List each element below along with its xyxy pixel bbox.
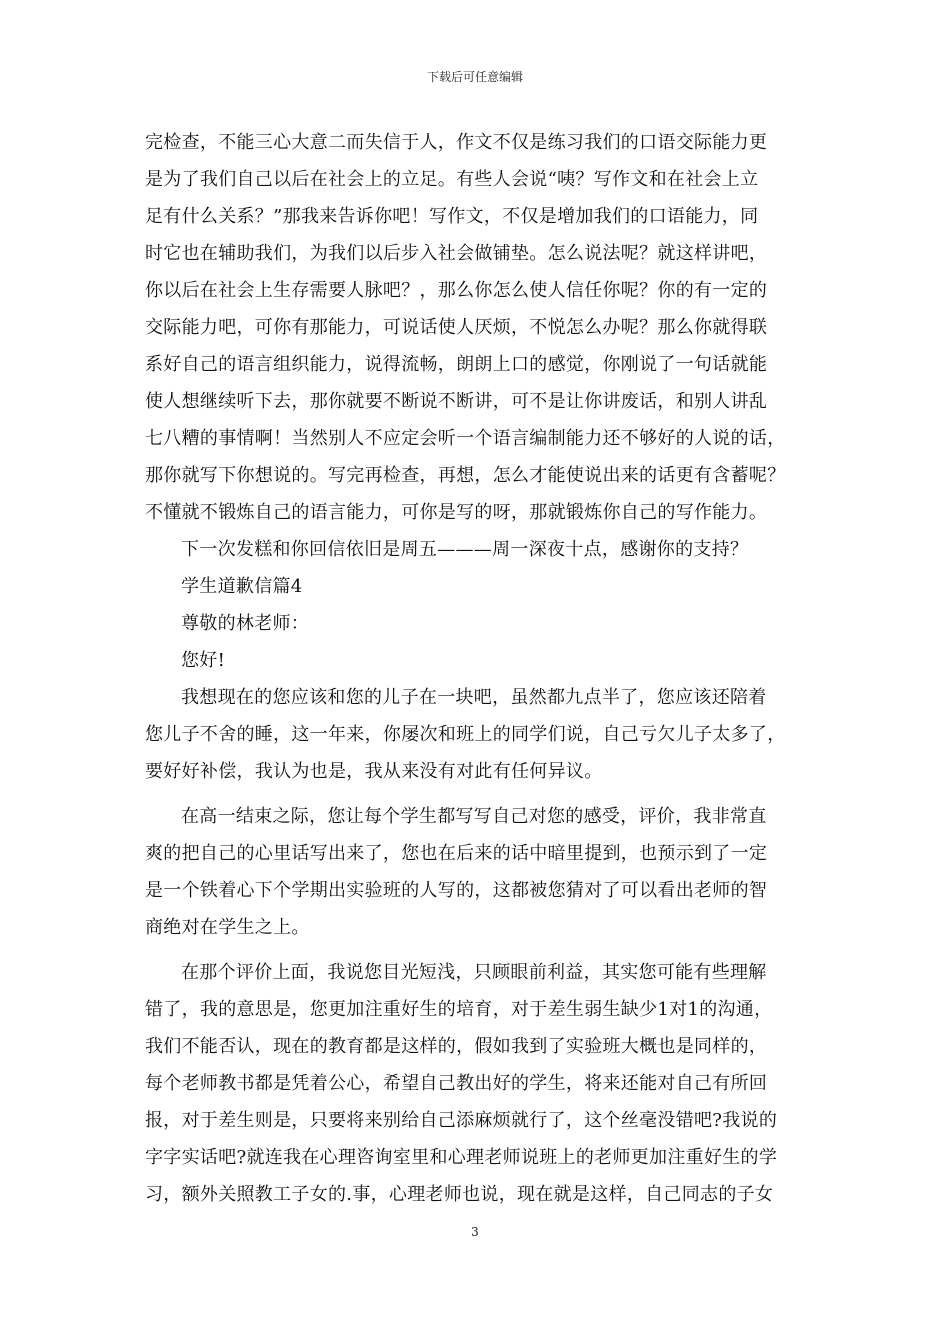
text-line: 我想现在的您应该和您的儿子在一块吧，虽然都九点半了，您应该还陪着 bbox=[181, 687, 767, 708]
text-line: 在那个评价上面，我说您目光短浅，只顾眼前利益，其实您可能有些理解 bbox=[181, 962, 767, 983]
text-line: 在高一结束之际，您让每个学生都写写自己对您的感受，评价，我非常直 bbox=[181, 806, 767, 827]
text-line: 商绝对在学生之上。 bbox=[145, 917, 310, 938]
text-line: 足有什么关系？”那我来告诉你吧！写作文，不仅是增加我们的口语能力，同 bbox=[145, 206, 759, 227]
text-line: 那你就写下你想说的。写完再检查，再想，怎么才能使说出来的话更有含蓄呢？ bbox=[145, 465, 786, 486]
text-line: 你以后在社会上生存需要人脉吧？，那么你怎么使人信任你呢？你的有一定的 bbox=[145, 280, 768, 301]
text-line: 七八糟的事情啊！当然别人不应定会听一个语言编制能力还不够好的人说的话， bbox=[145, 428, 786, 449]
text-line: 每个老师教书都是凭着公心，希望自己教出好的学生，将来还能对自己有所回 bbox=[145, 1073, 768, 1094]
salutation: 尊敬的林老师： bbox=[181, 613, 310, 634]
text-line: 爽的把自己的心里话写出来了，您也在后来的话中暗里提到，也预示到了一定 bbox=[145, 843, 768, 864]
section-heading: 学生道歉信篇4 bbox=[181, 576, 303, 597]
text-line: 下一次发糕和你回信依旧是周五———周一深夜十点，感谢你的支持？ bbox=[181, 539, 749, 560]
text-line: 使人想继续听下去，那你就要不断说不断讲，可不是让你讲废话，和别人讲乱 bbox=[145, 391, 768, 412]
document-body bbox=[145, 124, 830, 1213]
text-line: 字字实话吧?就连我在心理咨询室里和心理老师说班上的老师更加注重好生的学 bbox=[145, 1147, 778, 1168]
text-line: 时它也在辅助我们，为我们以后步入社会做铺垫。怎么说法呢？就这样讲吧， bbox=[145, 243, 768, 264]
greeting: 您好! bbox=[181, 650, 226, 671]
text-line: 不懂就不锻炼自己的语言能力，可你是写的呀，那就锻炼你自己的写作能力。 bbox=[145, 502, 768, 523]
text-line: 习，额外关照教工子女的.事，心理老师也说，现在就是这样，自己同志的子女 bbox=[145, 1184, 774, 1205]
text-line: 系好自己的语言组织能力，说得流畅，朗朗上口的感觉，你刚说了一句话就能 bbox=[145, 354, 768, 375]
text-line: 交际能力吧，可你有那能力，可说话使人厌烦，不悦怎么办呢？那么你就得联 bbox=[145, 317, 768, 338]
text-line: 要好好补偿，我认为也是，我从来没有对此有任何异议。 bbox=[145, 761, 603, 782]
text-line: 是为了我们自己以后在社会上的立足。有些人会说“咦？写作文和在社会上立 bbox=[145, 169, 759, 190]
text-line: 是一个铁着心下个学期出实验班的人写的，这都被您猜对了可以看出老师的智 bbox=[145, 880, 768, 901]
text-line: 我们不能否认，现在的教育都是这样的，假如我到了实验班大概也是同样的， bbox=[145, 1036, 768, 1057]
text-line: 您儿子不舍的睡，这一年来，你屡次和班上的同学们说，自己亏欠儿子太多了， bbox=[145, 724, 786, 745]
text-line: 报，对于差生则是，只要将来别给自己添麻烦就行了，这个丝毫没错吧?我说的 bbox=[145, 1110, 778, 1131]
text-line: 完检查，不能三心大意二而失信于人，作文不仅是练习我们的口语交际能力更 bbox=[145, 132, 768, 153]
page-header: 下载后可任意编辑 bbox=[426, 70, 523, 84]
page-number: 3 bbox=[471, 1225, 479, 1239]
text-line: 错了，我的意思是，您更加注重好生的培育，对于差生弱生缺少1对1的沟通， bbox=[145, 999, 773, 1020]
